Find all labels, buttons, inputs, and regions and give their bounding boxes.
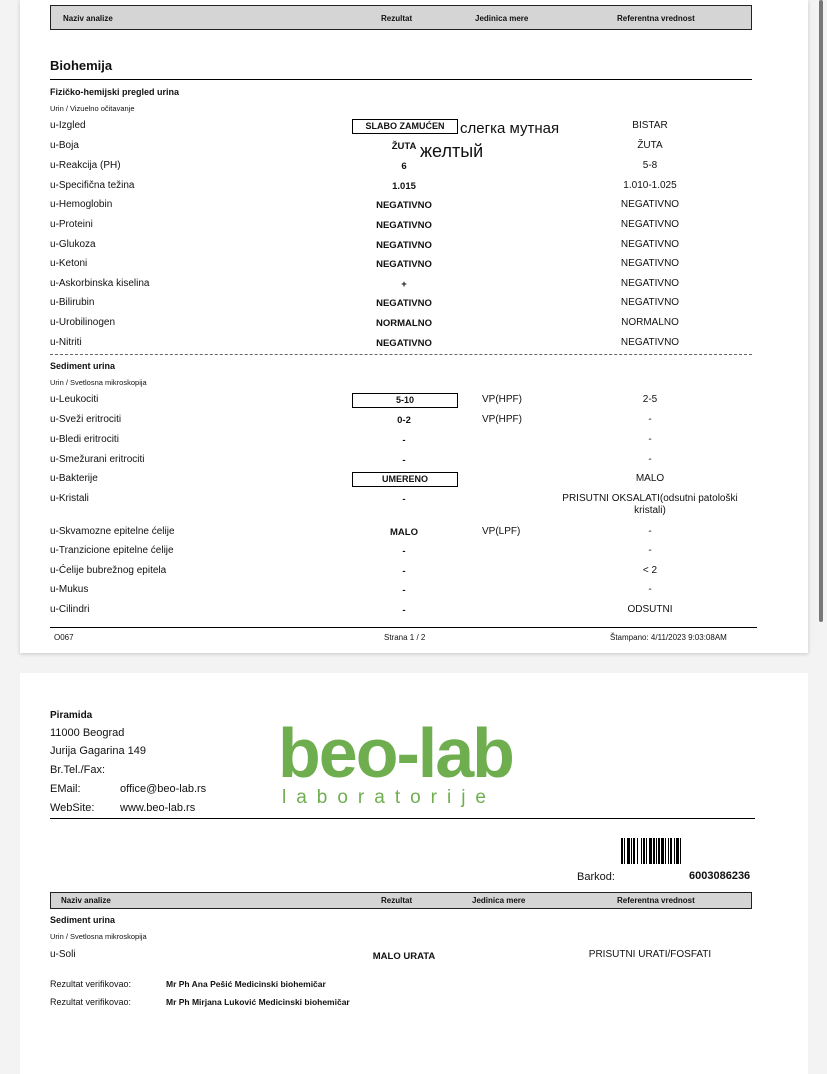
- header-col-result: Rezultat: [381, 896, 413, 905]
- analysis-reference: ODSUTNI: [627, 604, 673, 615]
- analysis-reference: NORMALNO: [621, 317, 679, 328]
- handwritten-annotation: слегка мутная: [460, 120, 560, 137]
- analysis-reference: NEGATIVNO: [620, 239, 680, 250]
- analysis-name: u-Ketoni: [50, 258, 88, 269]
- table-header: [50, 892, 752, 909]
- analysis-result: SLABO ZAMUĆEN: [352, 119, 458, 134]
- group-divider: [50, 354, 752, 355]
- analysis-reference: ŽUTA: [637, 140, 663, 151]
- table-row: [20, 256, 808, 274]
- analysis-name: u-Smežurani eritrociti: [50, 454, 145, 465]
- analysis-reference: 5-8: [642, 160, 658, 171]
- barcode-icon: [621, 838, 711, 864]
- analysis-reference: -: [648, 414, 652, 425]
- analysis-result: UMERENO: [352, 472, 458, 487]
- analysis-result: -: [402, 435, 406, 446]
- table-row: [20, 197, 808, 215]
- table-row: [20, 432, 808, 450]
- table-row: [20, 524, 808, 542]
- analysis-unit: VP(HPF): [482, 394, 522, 405]
- analysis-name: u-Bledi eritrociti: [50, 434, 119, 445]
- analysis-name: u-Proteini: [50, 219, 93, 230]
- analysis-result: NEGATIVNO: [376, 338, 432, 349]
- analysis-reference: -: [648, 526, 652, 537]
- table-row: [20, 118, 808, 136]
- header-col-reference: Referentna vrednost: [617, 14, 695, 23]
- header-col-unit: Jedinica mere: [475, 14, 529, 23]
- analysis-name: u-Cilindri: [50, 604, 90, 615]
- footer-printed: Štampano: 4/11/2023 9:03:08AM: [610, 633, 727, 642]
- report-page-2: [20, 673, 808, 1074]
- table-row: [20, 217, 808, 235]
- analysis-reference: PRISUTNI OKSALATI(odsutni patološki: [562, 493, 738, 504]
- analysis-unit: VP(HPF): [482, 414, 522, 425]
- analysis-reference: -: [648, 434, 652, 445]
- table-row: [20, 158, 808, 176]
- table-row: [20, 295, 808, 313]
- analysis-name: u-Reakcija (PH): [50, 160, 121, 171]
- letterhead-divider: [50, 818, 755, 819]
- analysis-name: u-Sveži eritrociti: [50, 414, 122, 425]
- lab-tel: Br.Tel./Fax:: [50, 764, 106, 776]
- email-label: EMail:: [50, 783, 81, 795]
- analysis-result: ŽUTA: [391, 141, 417, 152]
- analysis-result: MALO URATA: [372, 951, 436, 962]
- analysis-name: u-Hemoglobin: [50, 199, 113, 210]
- analysis-name: u-Specifična težina: [50, 180, 135, 191]
- analysis-name: u-Bilirubin: [50, 297, 95, 308]
- table-row: [20, 178, 808, 196]
- footer-page: Strana 1 / 2: [384, 633, 426, 642]
- website-label: WebSite:: [50, 802, 95, 814]
- footer-code: O067: [54, 633, 74, 642]
- table-row: [20, 392, 808, 410]
- group-subtitle: Urin / Svetlosna mikroskopija: [50, 932, 147, 941]
- analysis-reference-cont: kristali): [634, 505, 666, 516]
- group-title: Fizičko-hemijski pregled urina: [50, 87, 180, 97]
- analysis-reference: NEGATIVNO: [620, 199, 680, 210]
- analysis-name: u-Ćelije bubrežnog epitela: [50, 565, 167, 576]
- analysis-result: 0-2: [397, 415, 411, 426]
- table-row: [20, 452, 808, 470]
- analysis-result: -: [402, 605, 406, 616]
- analysis-reference: BISTAR: [632, 120, 668, 131]
- analysis-reference: NEGATIVNO: [620, 219, 680, 230]
- lab-email: office@beo-lab.rs: [120, 783, 207, 795]
- table-row: [20, 602, 808, 620]
- analysis-reference: -: [648, 584, 652, 595]
- analysis-name: u-Askorbinska kiselina: [50, 278, 150, 289]
- analysis-result: -: [402, 546, 406, 557]
- logo: beo-lab: [278, 714, 513, 792]
- table-row: [20, 335, 808, 353]
- analysis-result: -: [402, 494, 406, 505]
- analysis-reference: NEGATIVNO: [620, 337, 680, 348]
- analysis-reference: 1.010-1.025: [623, 180, 677, 191]
- table-row: [20, 315, 808, 333]
- analysis-result: -: [402, 566, 406, 577]
- analysis-name: u-Mukus: [50, 584, 89, 595]
- table-row: [20, 491, 808, 516]
- header-col-name: Naziv analize: [61, 896, 111, 905]
- footer-divider: [50, 627, 757, 628]
- analysis-result: -: [402, 455, 406, 466]
- analysis-reference: 2-5: [642, 394, 658, 405]
- table-row: [20, 947, 808, 965]
- group-title: Sediment urina: [50, 915, 116, 925]
- analysis-result: 6: [401, 161, 407, 172]
- analysis-reference: -: [648, 545, 652, 556]
- table-row: [20, 138, 808, 156]
- table-row: [20, 582, 808, 600]
- analysis-name: u-Nitriti: [50, 337, 82, 348]
- section-divider: [50, 79, 752, 80]
- header-col-name: Naziv analize: [63, 14, 113, 23]
- header-col-reference: Referentna vrednost: [617, 896, 695, 905]
- analysis-unit: VP(LPF): [482, 526, 521, 537]
- lab-street: Jurija Gagarina 149: [50, 745, 147, 757]
- analysis-reference: PRISUTNI URATI/FOSFATI: [588, 949, 712, 960]
- group-subtitle: Urin / Svetlosna mikroskopija: [50, 378, 147, 387]
- analysis-result: NEGATIVNO: [376, 259, 432, 270]
- analysis-result: 1.015: [392, 181, 416, 192]
- analysis-reference: MALO: [635, 473, 665, 484]
- analysis-result: NEGATIVNO: [376, 240, 432, 251]
- table-row: [20, 543, 808, 561]
- analysis-name: u-Tranzicione epitelne ćelije: [50, 545, 174, 556]
- section-title: Biohemija: [50, 58, 113, 73]
- table-row: [20, 237, 808, 255]
- analysis-name: u-Bakterije: [50, 473, 98, 484]
- analysis-result: NORMALNO: [376, 318, 432, 329]
- header-col-result: Rezultat: [381, 14, 413, 23]
- analysis-result: 5-10: [352, 393, 458, 408]
- analysis-reference: NEGATIVNO: [620, 258, 680, 269]
- header-col-unit: Jedinica mere: [472, 896, 526, 905]
- analysis-name: u-Kristali: [50, 493, 89, 504]
- verified-label: Rezultat verifikovao:: [50, 997, 132, 1007]
- lab-name: Piramida: [50, 710, 93, 721]
- group-title: Sediment urina: [50, 361, 116, 371]
- table-row: [20, 276, 808, 294]
- report-page-1: [20, 0, 808, 653]
- analysis-name: u-Boja: [50, 140, 79, 151]
- analysis-result: NEGATIVNO: [376, 220, 432, 231]
- analysis-reference: NEGATIVNO: [620, 278, 680, 289]
- analysis-name: u-Soli: [50, 949, 76, 960]
- handwritten-annotation: желтый: [420, 141, 484, 161]
- logo-subtitle: laboratorije: [282, 787, 496, 808]
- analysis-result: NEGATIVNO: [376, 200, 432, 211]
- analysis-result: MALO: [390, 527, 418, 538]
- analysis-reference: -: [648, 454, 652, 465]
- analysis-name: u-Leukociti: [50, 394, 99, 405]
- analysis-name: u-Skvamozne epitelne ćelije: [50, 526, 175, 537]
- barcode-label: Barkod:: [577, 871, 615, 883]
- analysis-name: u-Glukoza: [50, 239, 96, 250]
- verifier-name: Mr Ph Ana Pešić Medicinski biohemičar: [166, 979, 326, 989]
- analysis-reference: < 2: [642, 565, 658, 576]
- analysis-result: -: [402, 585, 406, 596]
- verifier-name: Mr Ph Mirjana Luković Medicinski biohemičar: [166, 997, 350, 1007]
- scrollbar[interactable]: [819, 0, 823, 622]
- table-row: [20, 412, 808, 430]
- analysis-result: +: [401, 279, 407, 290]
- table-header: [50, 5, 752, 30]
- lab-city: 11000 Beograd: [50, 727, 125, 739]
- table-row: [20, 471, 808, 489]
- table-row: [20, 563, 808, 581]
- analysis-name: u-Izgled: [50, 120, 86, 131]
- verified-label: Rezultat verifikovao:: [50, 979, 132, 989]
- analysis-name: u-Urobilinogen: [50, 317, 116, 328]
- lab-website: www.beo-lab.rs: [120, 802, 196, 814]
- group-subtitle: Urin / Vizuelno očitavanje: [50, 104, 135, 113]
- analysis-reference: NEGATIVNO: [620, 297, 680, 308]
- barcode-value: 6003086236: [689, 870, 751, 882]
- analysis-result: NEGATIVNO: [376, 298, 432, 309]
